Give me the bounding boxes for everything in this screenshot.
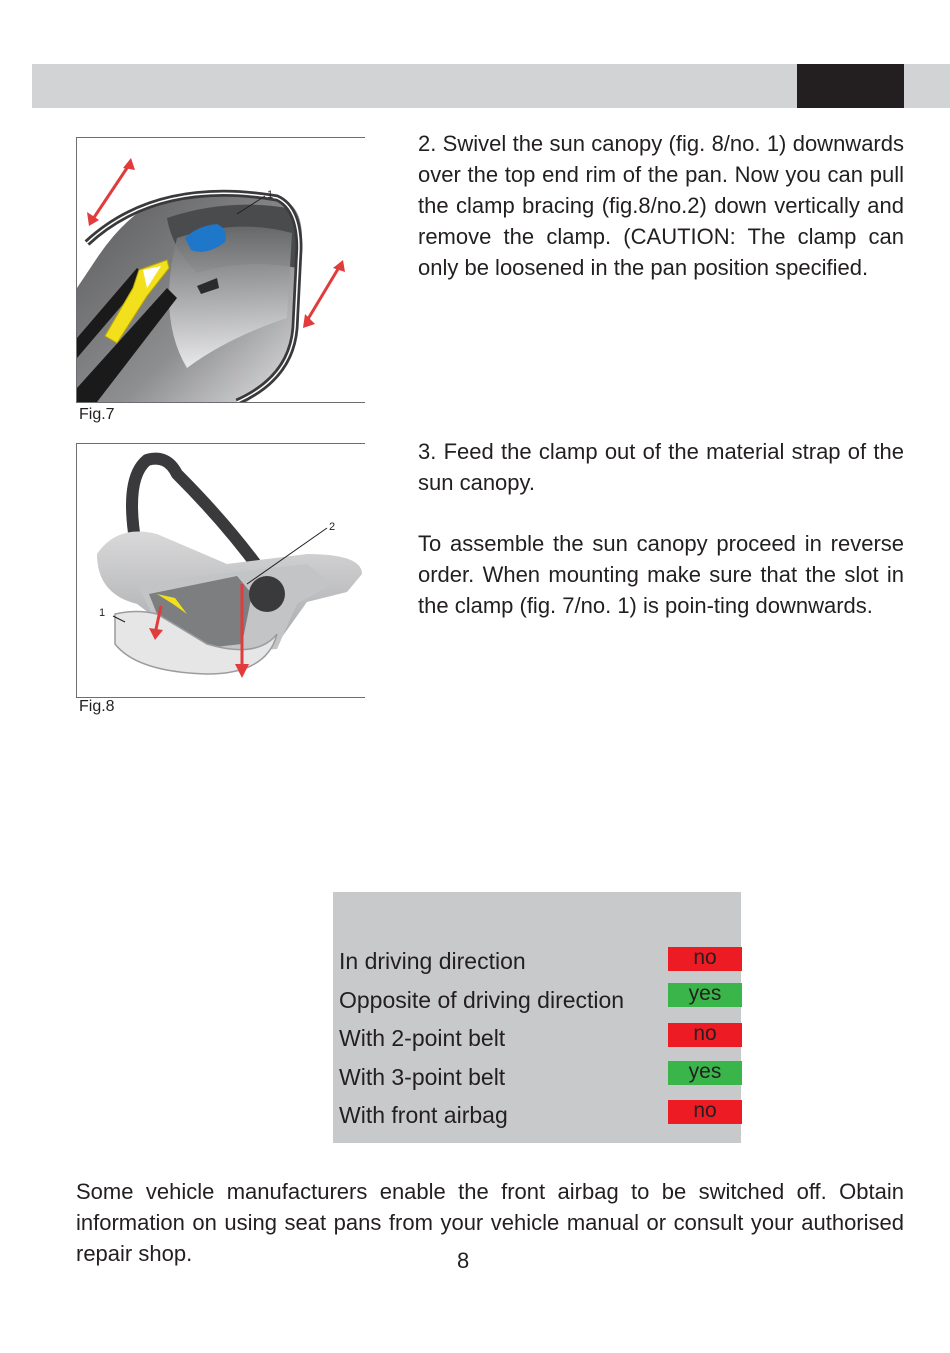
page-number: 8 <box>457 1248 470 1273</box>
header-tab <box>797 64 904 108</box>
suitability-label: With 3-point belt <box>339 1064 506 1090</box>
suitability-row <box>339 944 739 978</box>
figure-7-image <box>76 137 365 403</box>
suitability-value-badge: no <box>668 1023 742 1047</box>
suitability-value-badge: no <box>668 1100 742 1124</box>
suitability-value-badge: no <box>668 947 742 971</box>
suitability-table <box>333 892 741 1143</box>
suitability-label: With front airbag <box>339 1102 508 1128</box>
suitability-row <box>339 983 739 1017</box>
airbag-note: Some vehicle manufacturers enable the front airbag to be switched off. Obtain information on using seat pans from your vehicle manual or consult your authorised repair shop. <box>76 1179 904 1266</box>
figure-8-caption: Fig.8 <box>79 698 115 715</box>
instruction-step-2: 2. Swivel the sun canopy (fig. 8/no. 1) downwards over the top end rim of the pan. Now you can pull the clamp bracing (fig.8/no.2) down vertically and remove the clamp. (CAUTION: The clamp can only be loosened in the pan position specified. <box>418 131 904 280</box>
suitability-value-badge: yes <box>668 983 742 1007</box>
figure-7-caption: Fig.7 <box>79 406 115 423</box>
suitability-value-badge: yes <box>668 1061 742 1085</box>
suitability-row <box>339 1060 739 1094</box>
figure-8-callout-2: 2 <box>329 521 336 533</box>
assembly-instruction: To assemble the sun canopy proceed in reverse order. When mounting make sure that the slot in the clamp (fig. 7/no. 1) is poin-ting downwards. <box>418 531 904 618</box>
suitability-label: With 2-point belt <box>339 1025 506 1051</box>
suitability-label: Opposite of driving direction <box>339 987 625 1013</box>
suitability-row <box>339 1098 739 1132</box>
instruction-step-3: 3. Feed the clamp out of the material strap of the sun canopy. <box>418 439 904 495</box>
suitability-row <box>339 1021 739 1055</box>
suitability-label: In driving direction <box>339 948 526 974</box>
figure-7-callout-1: 1 <box>267 189 274 201</box>
figure-8-image <box>76 443 365 698</box>
figure-8-callout-1: 1 <box>99 607 106 619</box>
